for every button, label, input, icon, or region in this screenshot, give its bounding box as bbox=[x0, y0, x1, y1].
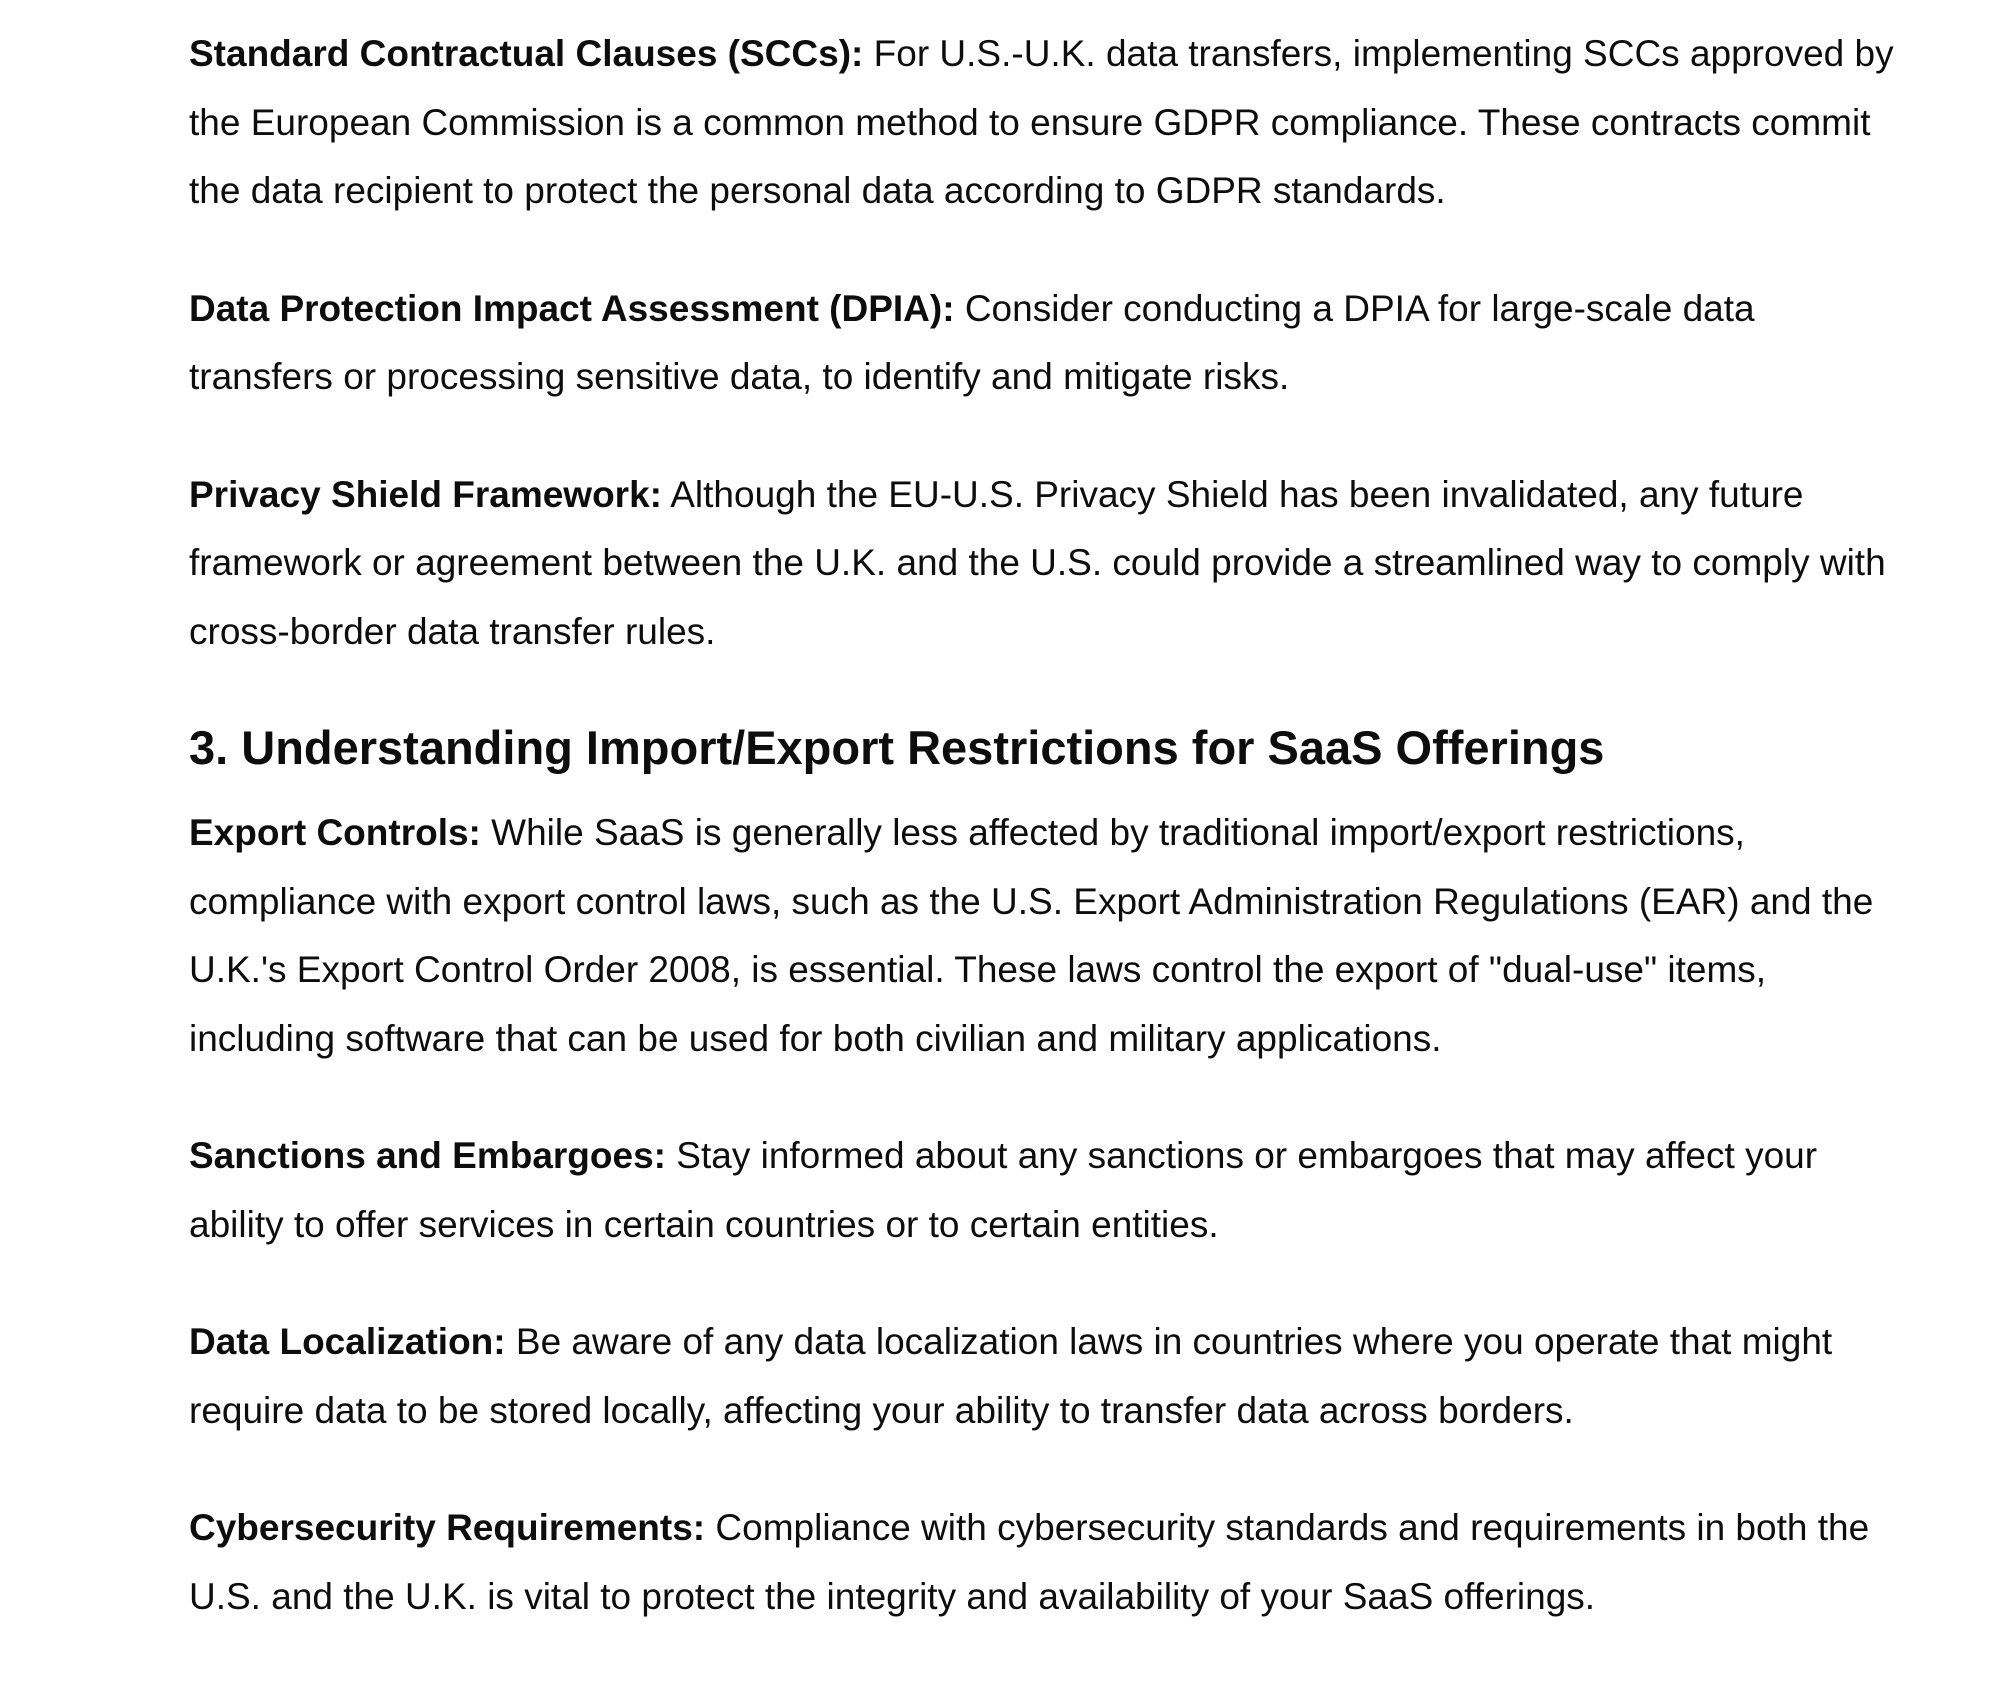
paragraph-export-controls bbox=[189, 799, 1904, 1073]
text-sanctions: Stay informed about any sanctions or embargoes that may affect your ability to offer services in certain countries or to certain entities. bbox=[189, 1135, 1818, 1245]
text-data-localization: Be aware of any data localization laws in countries where you operate that might require data to be stored locally, affecting your ability to transfer data across borders. bbox=[189, 1321, 1833, 1431]
term-sccs: Standard Contractual Clauses (SCCs): bbox=[189, 33, 864, 74]
term-data-localization: Data Localization: bbox=[189, 1321, 506, 1362]
paragraph-sanctions bbox=[189, 1122, 1904, 1259]
text-privacy-shield: Although the EU-U.S. Privacy Shield has been invalidated, any future framework or agreement between the U.K. and the U.S. could provide a streamlined way to comply with cross-border data transfer rules. bbox=[189, 473, 1886, 652]
term-dpia: Data Protection Impact Assessment (DPIA): bbox=[189, 287, 955, 329]
term-cybersecurity: Cybersecurity Requirements: bbox=[189, 1507, 706, 1548]
paragraph-privacy-shield bbox=[189, 461, 1904, 667]
term-privacy-shield: Privacy Shield Framework: bbox=[189, 473, 662, 515]
term-export-controls: Export Controls: bbox=[189, 812, 481, 853]
paragraph-cybersecurity bbox=[189, 1494, 1904, 1631]
text-export-controls: While SaaS is generally less affected by traditional import/export restrictions, compliance with export control laws, such as the U.S. Export Administration Regulations (EAR) and the U.K.'s Export Control Order 2008, is essential. These laws control the export of "dual-use" items, including software that can be used for both civilian and military applications. bbox=[189, 812, 1874, 1059]
section-heading: 3. Understanding Import/Export Restrictions for SaaS Offerings bbox=[189, 721, 1605, 774]
text-dpia: Consider conducting a DPIA for large-scale data transfers or processing sensitive data, to identify and mitigate risks. bbox=[189, 287, 1755, 397]
text-sccs: For U.S.-U.K. data transfers, implementing SCCs approved by the European Commission is a common method to ensure GDPR compliance. These contracts commit the data recipient to protect the personal data according to GDPR standards. bbox=[189, 33, 1894, 211]
text-cybersecurity: Compliance with cybersecurity standards and requirements in both the U.S. and the U.K. is vital to protect the integrity and availability of your SaaS offerings. bbox=[189, 1507, 1870, 1617]
message-content bbox=[189, 20, 1904, 1680]
paragraph-data-localization bbox=[189, 1308, 1904, 1445]
paragraph-dpia bbox=[189, 275, 1904, 412]
paragraph-sccs bbox=[189, 20, 1904, 226]
term-sanctions: Sanctions and Embargoes: bbox=[189, 1135, 666, 1176]
